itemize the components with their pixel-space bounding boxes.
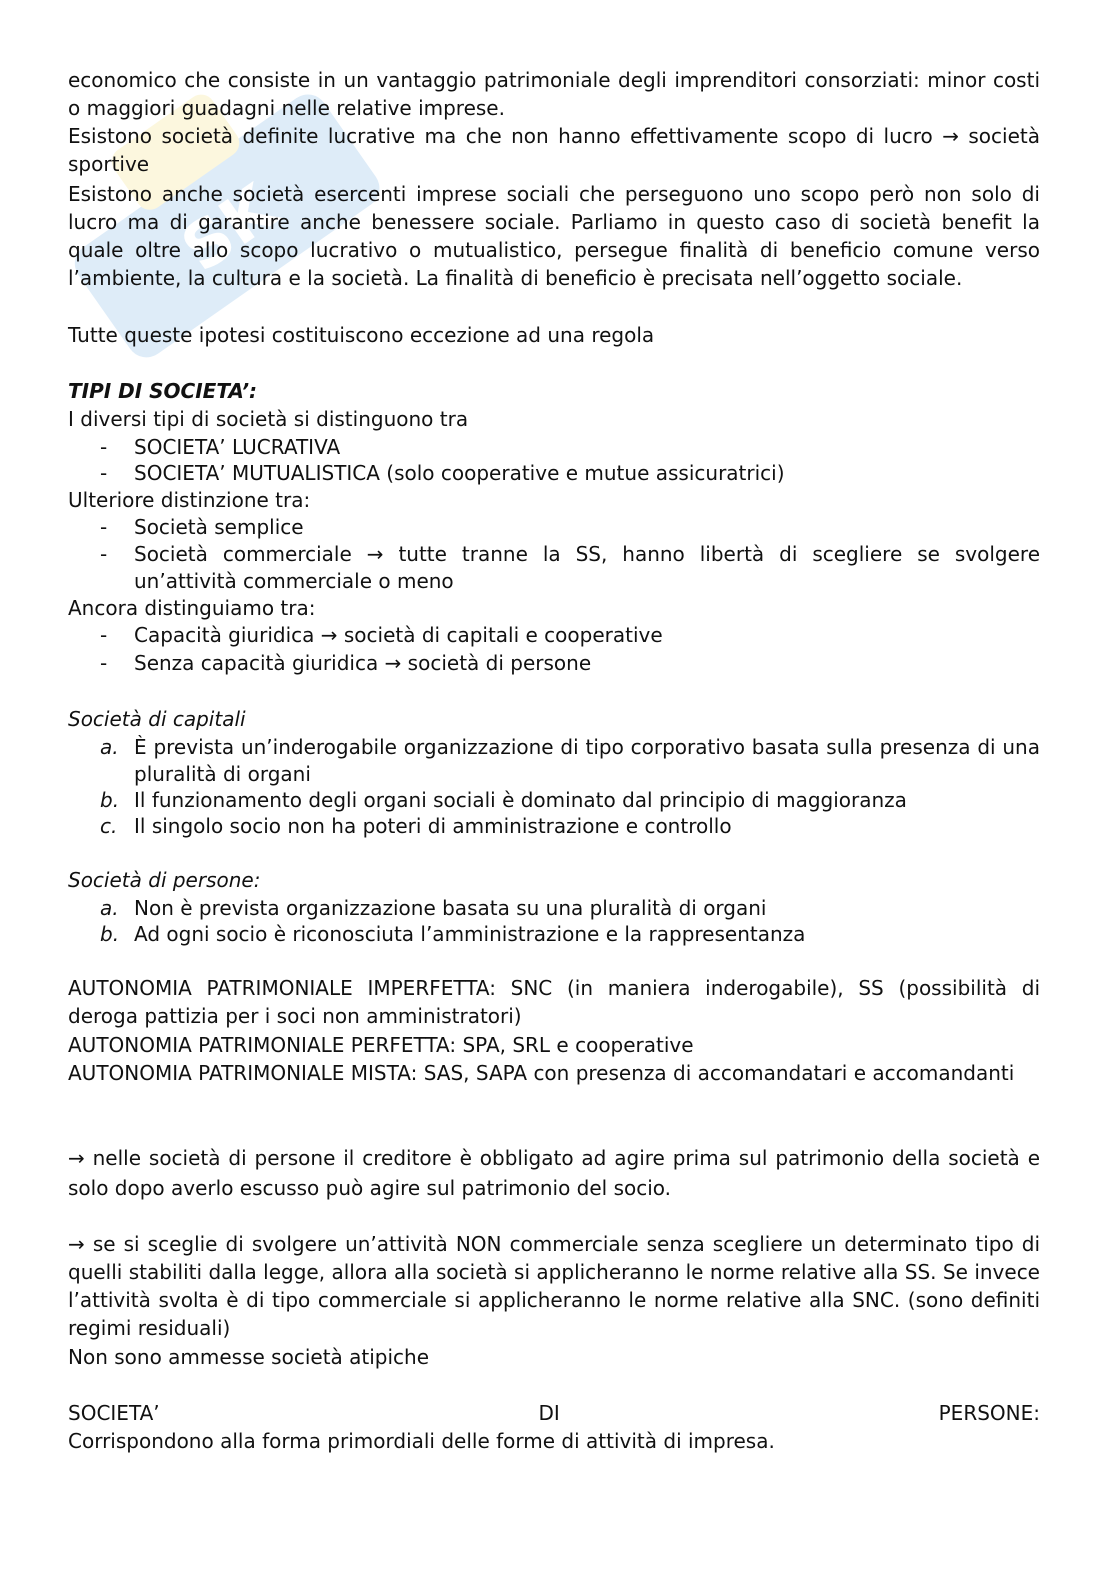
list-item-text: Non è prevista organizzazione basata su una pluralità di organi	[134, 896, 767, 920]
subsection-heading: Società di persone:	[68, 868, 261, 892]
bullet: -	[100, 623, 108, 647]
bullet: -	[100, 435, 108, 459]
paragraph: Non sono ammesse società atipiche	[68, 1345, 430, 1369]
paragraph: Ancora distinguiamo tra:	[68, 596, 316, 620]
list-item	[68, 650, 1040, 677]
list-item-text: Società commerciale → tutte tranne la SS, hanno libertà di scegliere se svolgere un’attività commerciale o meno	[134, 542, 1040, 593]
subsection-heading: Società di capitali	[68, 707, 246, 731]
paragraph: AUTONOMIA PATRIMONIALE IMPERFETTA: SNC (in maniera inderogabile), SS (possibilità di deroga pattizia per i soci non amministratori)	[68, 976, 1040, 1028]
list-item	[68, 895, 1040, 922]
paragraph: Ulteriore distinzione tra:	[68, 488, 311, 512]
bullet: -	[100, 461, 108, 485]
list-marker: c.	[100, 814, 118, 838]
bullet: -	[100, 651, 108, 675]
list-item-text: Senza capacità giuridica → società di persone	[134, 651, 592, 675]
list-marker: a.	[100, 735, 119, 759]
list-item	[68, 813, 1040, 840]
list-item	[68, 734, 1040, 787]
list-item-text: Il funzionamento degli organi sociali è dominato dal principio di maggioranza	[134, 788, 907, 812]
paragraph: AUTONOMIA PATRIMONIALE PERFETTA: SPA, SRL e cooperative	[68, 1033, 694, 1057]
list-item-text: SOCIETA’ LUCRATIVA	[134, 435, 341, 459]
list-item	[68, 787, 1040, 814]
section-heading: TIPI DI SOCIETA’:	[68, 379, 258, 403]
list-item	[68, 541, 1040, 594]
list-item	[68, 622, 1040, 649]
paragraph: Corrispondono alla forma primordiali delle forme di attività di impresa.	[68, 1429, 775, 1453]
paragraph: Tutte queste ipotesi costituiscono eccezione ad una regola	[68, 323, 655, 347]
list-item-text: Ad ogni socio è riconosciuta l’amministrazione e la rappresentanza	[134, 922, 806, 946]
section-heading: SOCIETA’ DI PERSONE:	[68, 1401, 1040, 1425]
paragraph: → se si sceglie di svolgere un’attività NON commerciale senza scegliere un determinato tipo di quelli stabiliti dalla legge, allora alla società si applicheranno le norme relative alla SS. Se invece l’attività svolta è di tipo commerciale si applicheranno le norme relative alla SNC. (sono definiti regimi residuali)	[68, 1232, 1040, 1340]
list-item	[68, 434, 1040, 461]
list-item-text: Capacità giuridica → società di capitali e cooperative	[134, 623, 663, 647]
list-item-text: Società semplice	[134, 515, 304, 539]
list-marker: b.	[100, 788, 120, 812]
list-item-text: SOCIETA’ MUTUALISTICA (solo cooperative e mutue assicuratrici)	[134, 461, 785, 485]
list-marker: a.	[100, 896, 119, 920]
list-item-text: È prevista un’inderogabile organizzazione di tipo corporativo basata sulla presenza di una pluralità di organi	[134, 735, 1040, 786]
bullet: -	[100, 542, 108, 566]
list-item	[68, 460, 1040, 487]
list-item-text: Il singolo socio non ha poteri di amministrazione e controllo	[134, 814, 732, 838]
svg-text:SK: SK	[169, 171, 290, 287]
list-item	[68, 514, 1040, 541]
paragraph: I diversi tipi di società si distinguono tra	[68, 407, 469, 431]
paragraph: AUTONOMIA PATRIMONIALE MISTA: SAS, SAPA con presenza di accomandatari e accomandanti	[68, 1061, 1015, 1085]
paragraph: Esistono anche società esercenti imprese sociali che perseguono uno scopo però non solo di lucro ma di garantire anche benessere sociale. Parliamo in questo caso di società benefit la quale oltre allo scopo lucrativo o mutualistico, persegue finalità di beneficio comune verso l’ambiente, la cultura e la società. La finalità di beneficio è precisata nell’oggetto sociale.	[68, 182, 1040, 290]
paragraph: → nelle società di persone il creditore è obbligato ad agire prima sul patrimonio della società e solo dopo averlo escusso può agire sul patrimonio del socio.	[68, 1146, 1040, 1200]
paragraph: Esistono società definite lucrative ma che non hanno effettivamente scopo di lucro → società sportive	[68, 124, 1040, 176]
paragraph: economico che consiste in un vantaggio patrimoniale degli imprenditori consorziati: minor costi o maggiori guadagni nelle relative imprese.	[68, 68, 1040, 120]
bullet: -	[100, 515, 108, 539]
list-item	[68, 921, 1040, 948]
list-marker: b.	[100, 922, 120, 946]
